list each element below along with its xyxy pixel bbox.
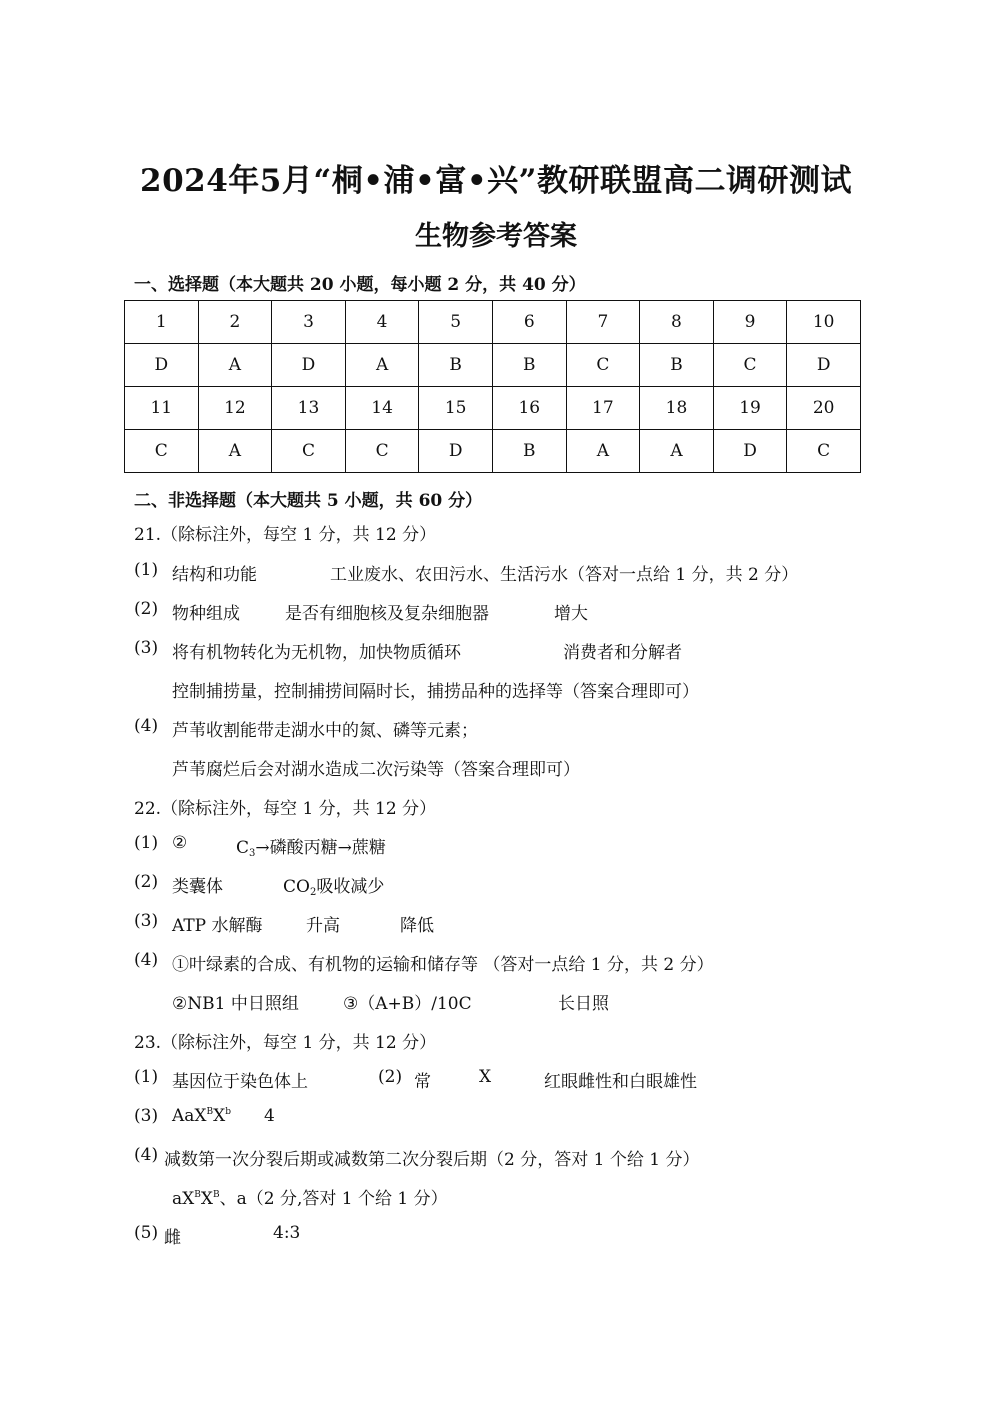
- q22-part2-answer-a: 类囊体: [172, 877, 223, 897]
- q21-part3-answer-c: 控制捕捞量，控制捕捞间隔时长，捕捞品种的选择等（答案合理即可）: [172, 682, 699, 702]
- q22-header: 22.（除标注外，每空 1 分，共 12 分）: [134, 799, 437, 819]
- q23-part1-num: (1): [134, 1067, 159, 1087]
- answer-cell: D: [272, 344, 346, 387]
- answer-cell: B: [492, 344, 566, 387]
- answer-cell: C: [272, 430, 346, 473]
- q22-part2-answer-b: [283, 872, 384, 898]
- answer-cell: C: [713, 344, 787, 387]
- question-number-cell: 12: [198, 387, 272, 430]
- answer-row: [125, 430, 861, 473]
- genotype-sup-1: B: [206, 1107, 214, 1117]
- question-number-cell: 7: [566, 301, 640, 344]
- question-number-cell: 16: [492, 387, 566, 430]
- question-number-cell: 11: [125, 387, 199, 430]
- q23-part5-num: (5): [134, 1223, 159, 1243]
- q23-part2-answer-a: 常: [414, 1072, 431, 1092]
- q21-part4-answer-a: 芦苇收割能带走湖水中的氮、磷等元素；: [172, 721, 478, 741]
- q22-part4-num: (4): [134, 950, 159, 970]
- q22-part4-answer-c: ③（A+B）/10C: [343, 994, 472, 1014]
- question-number-cell: 6: [492, 301, 566, 344]
- answer-cell: D: [125, 344, 199, 387]
- answer-cell: A: [640, 430, 714, 473]
- answer-cell: B: [492, 430, 566, 473]
- question-number-cell: 14: [345, 387, 419, 430]
- q22-part4-answer-d: 长日照: [558, 994, 609, 1014]
- answer-cell: C: [345, 430, 419, 473]
- q22-part3-answer-b: 升高: [306, 916, 340, 936]
- c3-symbol: C: [236, 838, 250, 858]
- question-number-cell: 4: [345, 301, 419, 344]
- q23-part1-answer-a: 基因位于染色体上: [172, 1072, 308, 1092]
- q23-header: 23.（除标注外，每空 1 分，共 12 分）: [134, 1033, 437, 1053]
- q23-part3-answer-b: 4: [264, 1106, 275, 1126]
- q21-header: 21.（除标注外，每空 1 分，共 12 分）: [134, 525, 437, 545]
- q23-part2-answer-c: 红眼雌性和白眼雄性: [544, 1072, 697, 1092]
- q22-part2-num: (2): [134, 872, 159, 892]
- gamete-sup-1: B: [194, 1190, 201, 1200]
- q21-part1-answer-a: 结构和功能: [172, 565, 257, 585]
- q22-part1-answer-b: [236, 833, 386, 859]
- page-title: 2024年5月“桐•浦•富•兴”教研联盟高二调研测试: [140, 163, 852, 199]
- gamete-text: 、a（2 分,答对 1 个给 1 分）: [219, 1189, 448, 1209]
- q23-part3-num: (3): [134, 1106, 159, 1126]
- question-number-cell: 20: [787, 387, 861, 430]
- answer-cell: D: [787, 344, 861, 387]
- question-number-cell: 15: [419, 387, 493, 430]
- question-number-cell: 5: [419, 301, 493, 344]
- q23-part5-answer-a: 雌: [164, 1228, 181, 1248]
- answer-row: [125, 344, 861, 387]
- q23-part5-answer-b: 4:3: [273, 1223, 301, 1243]
- section-heading-nonchoice: 二、非选择题（本大题共 5 小题，共 60 分）: [134, 491, 483, 511]
- q22-part1-num: (1): [134, 833, 159, 853]
- answer-cell: A: [198, 344, 272, 387]
- answer-cell: C: [125, 430, 199, 473]
- q22-part3-num: (3): [134, 911, 159, 931]
- q23-part4-answer-a: 减数第一次分裂后期或减数第二次分裂后期（2 分，答对 1 个给 1 分）: [164, 1150, 700, 1170]
- q21-part1-answer-b: 工业废水、农田污水、生活污水（答对一点给 1 分，共 2 分）: [330, 565, 799, 585]
- question-number-cell: 13: [272, 387, 346, 430]
- pathway-text: →磷酸丙糖→蔗糖: [255, 838, 386, 858]
- genotype-sup-2: b: [225, 1107, 232, 1117]
- question-number-cell: 1: [125, 301, 199, 344]
- answer-cell: D: [419, 430, 493, 473]
- answer-cell: A: [345, 344, 419, 387]
- q21-part4-num: (4): [134, 716, 159, 736]
- answer-cell: A: [198, 430, 272, 473]
- question-number-cell: 9: [713, 301, 787, 344]
- q23-part3-genotype: [172, 1106, 231, 1126]
- question-number-cell: 18: [640, 387, 714, 430]
- answer-cell: C: [787, 430, 861, 473]
- co2-symbol: CO: [283, 877, 310, 897]
- answer-cell: C: [566, 344, 640, 387]
- q21-part3-answer-a: 将有机物转化为无机物，加快物质循环: [172, 643, 461, 663]
- gamete-sup-2: B: [212, 1190, 220, 1200]
- q22-part3-answer-a: ATP 水解酶: [172, 916, 263, 936]
- answer-cell: D: [713, 430, 787, 473]
- q21-part2-answer-a: 物种组成: [172, 604, 240, 624]
- genotype-base-1: AaX: [172, 1106, 207, 1126]
- q21-part3-answer-b: 消费者和分解者: [563, 643, 682, 663]
- q21-part4-answer-b: 芦苇腐烂后会对湖水造成二次污染等（答案合理即可）: [172, 760, 580, 780]
- q23-part4-answer-b: [172, 1184, 448, 1209]
- question-number-cell: 10: [787, 301, 861, 344]
- answer-cell: B: [640, 344, 714, 387]
- q21-part1-num: (1): [134, 560, 159, 580]
- section-heading-choice: 一、选择题（本大题共 20 小题，每小题 2 分，共 40 分）: [134, 275, 586, 295]
- co2-text: 吸收减少: [316, 877, 385, 897]
- question-number-cell: 19: [713, 387, 787, 430]
- answer-cell: B: [419, 344, 493, 387]
- q22-part1-answer-a: ②: [172, 833, 188, 853]
- q21-part2-answer-c: 增大: [554, 604, 588, 624]
- answer-cell: A: [566, 430, 640, 473]
- co2-subscript: 2: [309, 887, 317, 898]
- q23-part2-answer-b: X: [479, 1067, 492, 1087]
- question-number-row: [125, 301, 861, 344]
- q21-part3-num: (3): [134, 638, 159, 658]
- answer-table: [124, 300, 861, 473]
- question-number-cell: 8: [640, 301, 714, 344]
- gamete-base-2: X: [200, 1189, 213, 1209]
- question-number-cell: 17: [566, 387, 640, 430]
- question-number-cell: 2: [198, 301, 272, 344]
- gamete-base-1: aX: [172, 1189, 195, 1209]
- q21-part2-answer-b: 是否有细胞核及复杂细胞器: [285, 604, 489, 624]
- q23-part2-num: (2): [378, 1067, 403, 1087]
- q21-part2-num: (2): [134, 599, 159, 619]
- c3-subscript: 3: [249, 848, 256, 859]
- q22-part4-answer-b: ②NB1 中日照组: [172, 994, 299, 1014]
- question-number-cell: 3: [272, 301, 346, 344]
- genotype-base-2: X: [213, 1106, 226, 1126]
- q22-part3-answer-c: 降低: [400, 916, 434, 936]
- q23-part4-num: (4): [134, 1145, 159, 1165]
- q22-part4-answer-a: ①叶绿素的合成、有机物的运输和储存等 （答对一点给 1 分，共 2 分）: [172, 955, 714, 975]
- question-number-row: [125, 387, 861, 430]
- page-subtitle: 生物参考答案: [415, 221, 577, 252]
